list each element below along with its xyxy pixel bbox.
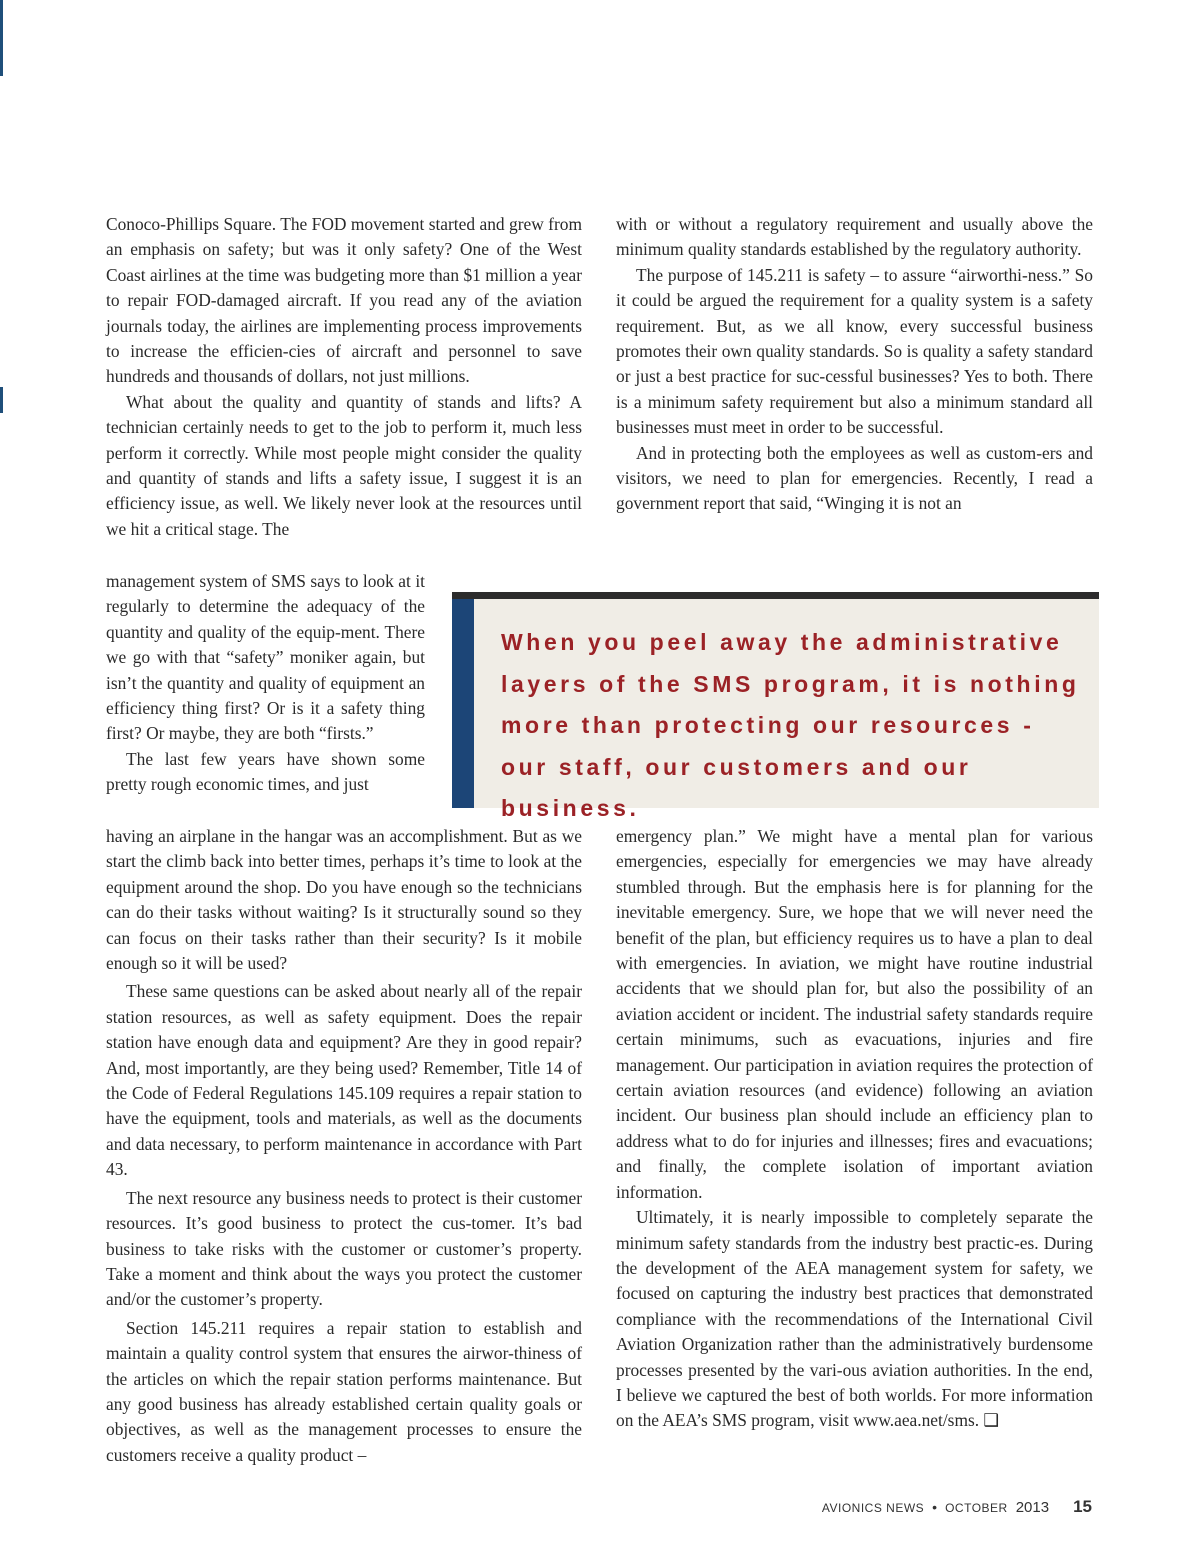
article-column-left-top — [106, 212, 582, 542]
paragraph: What about the quality and quantity of stands and lifts? A technician certainly needs to get to the job to perform it, much less perform it correctly. While most people might consider the quality and quantity of stands and lifts a safety issue, I suggest it is an efficiency issue, as well. We likely never look at the resources until we hit a critical stage. The — [106, 391, 582, 539]
paragraph: These same questions can be asked about nearly all of the repair station resources, as well as safety equipment. Does the repair station have enough data and equipment? Are they in good repair? And, most importantly, are they being used? Remember, Title 14 of the Code of Federal Regulations 145.109 requires a repair station to have the equipment, tools and materials, as well as the documents and data necessary, to perform maintenance in accordance with Part 43. — [106, 981, 582, 1180]
footer-separator: • — [932, 1499, 938, 1515]
page-footer — [822, 1497, 1092, 1517]
pull-quote-text: When you peel away the administrative layers of the SMS program, it is nothing more than protecting our resources - our staff, our customers and our business. — [501, 629, 1080, 821]
paragraph: Section 145.211 requires a repair station to establish and maintain a quality control system that ensures the airwor-thiness of the articles on which the repair station performs maintenance. But any good business has already established certain quality goals or objectives, as well as the management processes to ensure the customers receive a quality product – — [106, 1317, 582, 1465]
paragraph: management system of SMS says to look at it regularly to determine the adequacy of the quantity and quality of the equip-ment. There we go with that “safety” moniker again, but isn’t the quantity and quality of equipment an efficiency thing first? Or is it a safety thing first? Or maybe, they are both “firsts.” — [106, 571, 425, 744]
edge-mark-middle — [0, 387, 3, 413]
pull-quote — [452, 592, 1099, 821]
issue-year: 2013 — [1015, 1499, 1050, 1516]
paragraph: Conoco-Phillips Square. The FOD movement started and grew from an emphasis on safety; but was it only safety? One of the West Coast airlines at the time was budgeting more than $1 million a year to repair FOD-damaged aircraft. If you read any of the aviation journals today, the airlines are implementing process improvements to increase the efficien-cies of aircraft and personnel to save hundreds and thousands of dollars, not just millions. — [106, 214, 582, 387]
paragraph: Ultimately, it is nearly impossible to completely separate the minimum safety standards from the industry best practic-es. During the development of the AEA management system for safety, we focused on capturing the industry best practices that demonstrated compliance with the recommendations of the International Civil Aviation Organization rather than the administratively burdensome processes presented by the vari-ous aviation authorities. In the end, I believe we captured the best of both worlds. For more information on the AEA’s SMS program, visit www.aea.net/sms. ❑ — [616, 1207, 1093, 1431]
paragraph: with or without a regulatory requirement and usually above the minimum quality standards established by the regulatory authority. — [616, 214, 1093, 260]
paragraph: emergency plan.” We might have a mental plan for various emergencies, especially for emergencies we may have already stumbled through. But the emphasis here is for planning for the inevitable emergency. Sure, we hope that we will never need the benefit of the plan, but efficiency requires us to have a plan to deal with emergencies. In aviation, we might have routine industrial accidents that we should plan for, but also the possibility of an aviation accident or incident. The industrial safety standards require certain minimums, such as evacuations, injuries and fire management. Our participation in aviation requires the protection of certain aviation resources (and evidence) following an aviation incident. Our business plan should include an efficiency plan to address what to do for injuries and illnesses; fires and evacuations; and finally, the complete isolation of important aviation information. — [616, 826, 1093, 1202]
paragraph: The last few years have shown some pretty rough economic times, and just — [106, 748, 425, 795]
issue-month: OCTOBER — [945, 1501, 1008, 1515]
article-column-right-top — [616, 212, 1093, 517]
article-column-left-bottom — [106, 824, 582, 1468]
paragraph: having an airplane in the hangar was an accomplishment. But as we start the climb back into better times, perhaps it’s time to look at the equipment around the shop. Do you have enough so the technicians can do their tasks without waiting? Is it structurally sound so they can focus on their tasks rather than their security? Is it mobile enough so it will be used? — [106, 826, 582, 974]
paragraph: The next resource any business needs to protect is their customer resources. It’s good business to protect the cus-tomer. It’s bad business to take risks with the customer or customer’s property. Take a moment and think about the ways you protect the customer and/or the customer’s property. — [106, 1187, 582, 1310]
article-column-right-bottom — [616, 824, 1093, 1434]
paragraph: The purpose of 145.211 is safety – to assure “airworthi-ness.” So it could be argued the requirement for a quality system is a safety requirement. But, as we all know, every successful business promotes their own quality standards. So is quality a safety standard or just a best practice for suc-cessful businesses? Yes to both. There is a minimum safety requirement but also a minimum standard all businesses must meet in order to be successful. — [616, 264, 1093, 438]
page-number: 15 — [1073, 1497, 1092, 1516]
publication-name: AVIONICS NEWS — [821, 1501, 925, 1515]
paragraph: And in protecting both the employees as well as custom-ers and visitors, we need to plan for emergencies. Recently, I read a government report that said, “Winging it is not an — [616, 442, 1093, 514]
edge-mark-top — [0, 0, 3, 76]
article-column-left-narrow — [106, 569, 425, 798]
pull-quote-accent-bar — [452, 599, 474, 808]
